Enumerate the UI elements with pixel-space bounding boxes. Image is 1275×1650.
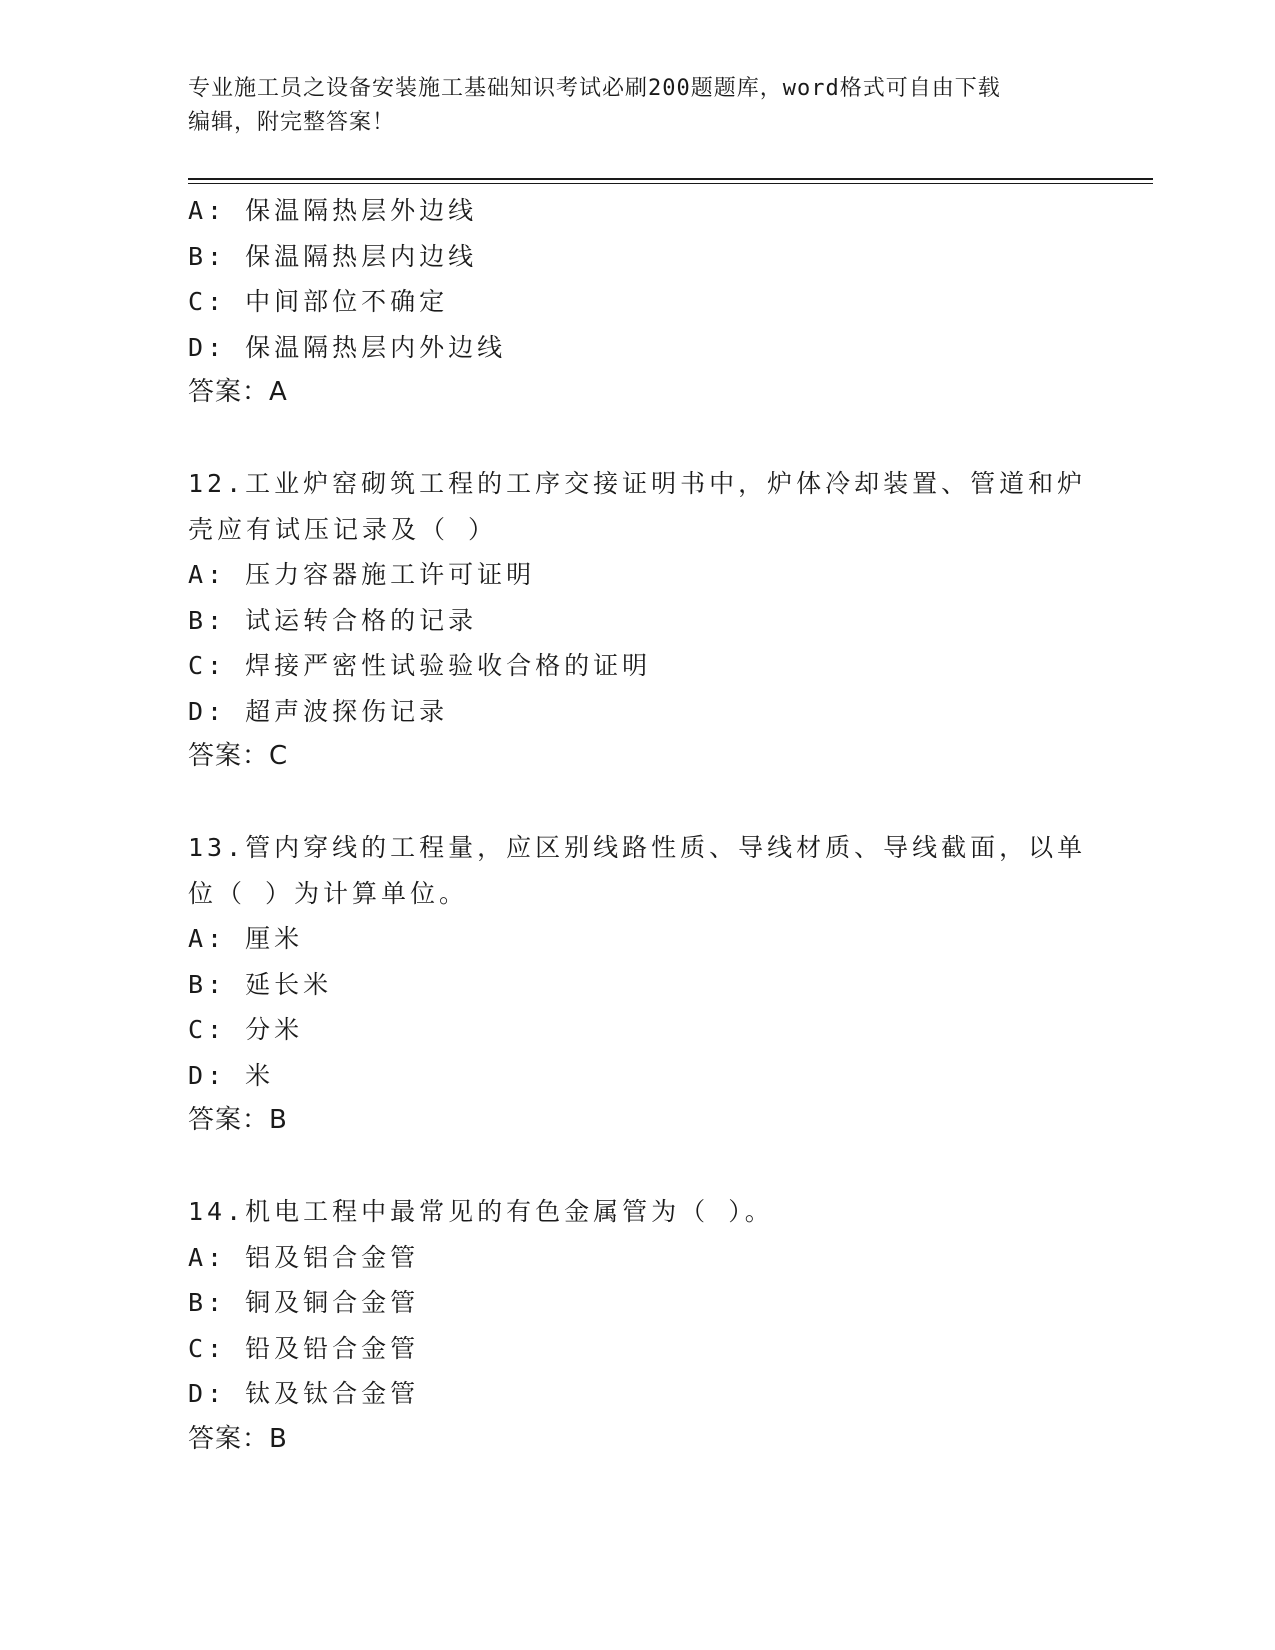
option-c: C: 分米 <box>188 1015 304 1044</box>
option-d: D: 钛及钛合金管 <box>188 1379 420 1408</box>
option-b: B: 铜及铜合金管 <box>188 1288 420 1317</box>
option-c: C: 焊接严密性试验验收合格的证明 <box>188 651 652 680</box>
answer-line: 答案：A <box>188 377 288 407</box>
option-d: D: 超声波探伤记录 <box>188 696 449 726</box>
question-spacer <box>188 416 1088 462</box>
option-b: B: 保温隔热层内边线 <box>188 241 478 271</box>
option-a: A: 厘米 <box>188 924 304 953</box>
option-b: B: 延长米 <box>188 969 333 999</box>
header-title-line-2: 编辑，附完整答案！ <box>188 110 396 135</box>
option-b: B: 试运转合格的记录 <box>188 605 478 635</box>
question-12 <box>188 461 1088 780</box>
question-stem-line-1: 14.机电工程中最常见的有色金属管为（ ）。 <box>188 1197 774 1226</box>
answer-line: 答案：B <box>188 1105 288 1135</box>
question-14 <box>188 1189 1088 1462</box>
question-stem-line-1: 12.工业炉窑砌筑工程的工序交接证明书中，炉体冷却装置、管道和炉 <box>188 469 1087 498</box>
answer-line: 答案：B <box>188 1423 288 1454</box>
option-d: D: 保温隔热层内外边线 <box>188 332 507 362</box>
option-a: A: 压力容器施工许可证明 <box>188 560 536 589</box>
question-stem-line-2: 位（ ）为计算单位。 <box>188 878 469 908</box>
header-divider-thick <box>188 178 1153 180</box>
question-stem-line-1: 13.管内穿线的工程量，应区别线路性质、导线材质、导线截面，以单 <box>188 833 1087 862</box>
answer-line: 答案：C <box>188 741 289 771</box>
option-d: D: 米 <box>188 1060 275 1090</box>
option-a: A: 保温隔热层外边线 <box>188 196 478 225</box>
question-spacer <box>188 1144 1088 1190</box>
question-13 <box>188 825 1088 1144</box>
question-stem-line-2: 壳应有试压记录及（ ） <box>188 514 498 544</box>
header-divider-thin <box>188 183 1153 184</box>
header-title-line-1: 专业施工员之设备安装施工基础知识考试必刷200题题库，word格式可自由下载 <box>188 76 1001 101</box>
option-a: A: 铝及铝合金管 <box>188 1242 420 1272</box>
question-list <box>188 188 1088 1462</box>
option-c: C: 铅及铅合金管 <box>188 1333 420 1363</box>
question-spacer <box>188 780 1088 826</box>
question-11 <box>188 188 1088 416</box>
document-header <box>188 72 1088 140</box>
option-c: C: 中间部位不确定 <box>188 287 449 316</box>
